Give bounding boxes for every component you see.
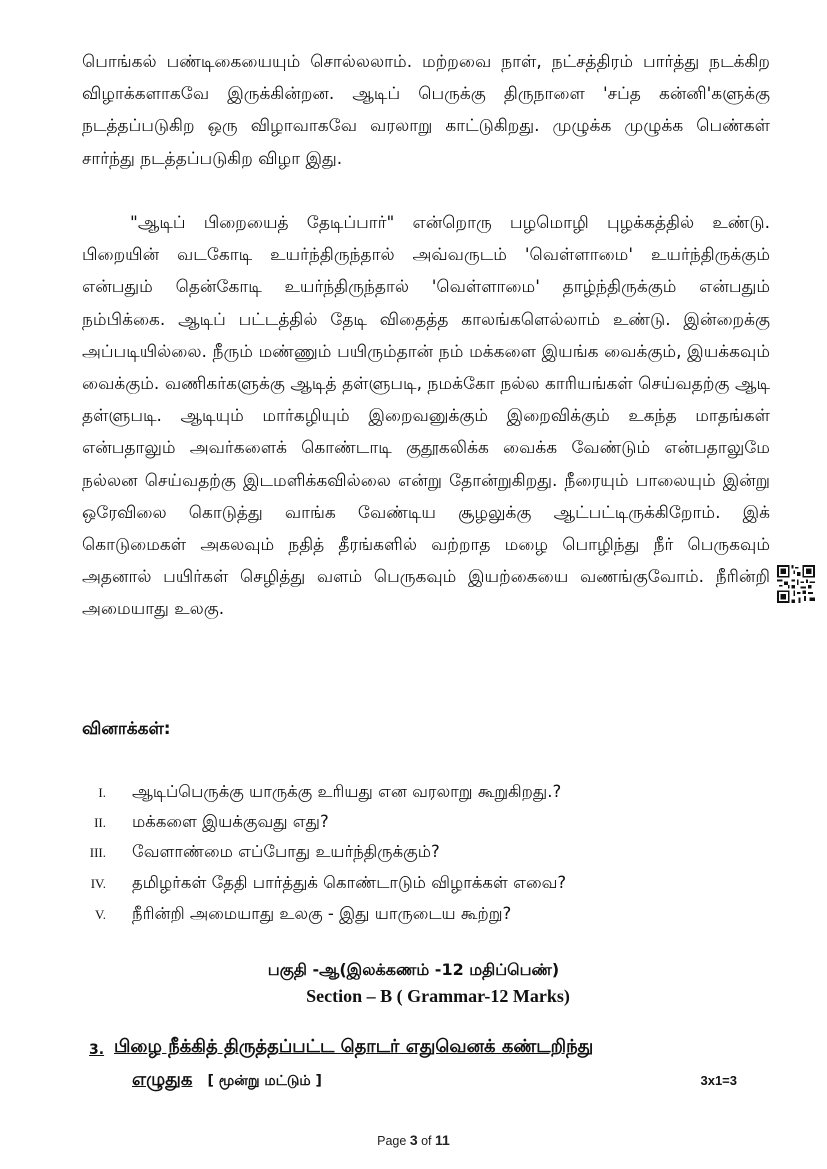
question-text: ஆடிப்பெருக்கு யாருக்கு உரியது என வரலாறு கூறுகிறது.? — [132, 782, 562, 801]
question-number: II. — [94, 815, 106, 830]
page-footer — [0, 1132, 827, 1148]
page-current: 3 — [409, 1132, 418, 1148]
question-3-marks: 3x1=3 — [700, 1073, 737, 1088]
question-number: I. — [98, 785, 106, 800]
page-of: of — [421, 1134, 432, 1148]
question-3-instruction: பிழை நீக்கித் திருத்தப்பட்ட தொடர் எதுவெனக் கண்டறிந்து — [114, 1036, 594, 1057]
page-total: 11 — [435, 1132, 450, 1148]
question-item — [0, 782, 760, 812]
questions-heading: வினாக்கள்: — [82, 719, 171, 739]
question-text: தமிழர்கள் தேதி பார்த்துக் கொண்டாடும் விழாக்கள் எவை? — [132, 873, 567, 892]
question-item — [0, 842, 760, 872]
question-number: IV. — [90, 876, 106, 891]
question-3-number: 3. — [89, 1042, 105, 1058]
page-label: Page — [377, 1134, 407, 1148]
question-text: மக்களை இயக்குவது எது? — [132, 812, 329, 831]
passage-paragraph-2: "ஆடிப் பிறையைத் தேடிப்பார்" என்றொரு பழமொழி புழக்கத்தில் உண்டு. பிறையின் வடகோடி உயர்ந்திருந்தால் அவ்வருடம் 'வெள்ளாமை' உயர்ந்திருக்கும் என்பதும் தென்கோடி உயர்ந்திருந்தால் 'வெள்ளாமை' தாழ்ந்திருக்கும் என்பதும் நம்பிக்கை. ஆடிப் பட்டத்தில் தேடி விதைத்த காலங்களெல்லாம் உண்டு. இன்றைக்கு அப்படியில்லை. நீரும் மண்ணும் பயிரும்தான் நம் மக்களை இயங்க வைக்கும், இயக்கவும் வைக்கும். வணிகர்களுக்கு ஆடித் தள்ளுபடி, நமக்கோ நல்ல காரியங்கள் செய்வதற்கு ஆடி தள்ளுபடி. ஆடியும் மார்கழியும் இறைவனுக்கும் இறைவிக்கும் உகந்த மாதங்கள் என்பதாலும் அவர்களைக் கொண்டாடி குதூகலிக்க வைக்க வேண்டும் என்பதாலுமே நல்லன செய்வதற்கு இடமளிக்கவில்லை என்று தோன்றுகிறது. நீரையும் பாலையும் இன்று ஒரேவிலை கொடுத்து வாங்க வேண்டிய சூழலுக்கு ஆட்பட்டிருக்கிறோம். இக் கொடுமைகள் அகலவும் நதித் தீரங்களில் வற்றாத மழை பொழிந்து நீர் பெருகவும் அதனால் பயிர்கள் செழித்து வளம் பெருகவும் இயற்கையை வணங்குவோம். நீரின்றி அமையாது உலகு. — [82, 213, 770, 620]
question-3-write: எழுதுக — [132, 1069, 193, 1090]
section-title-tamil: பகுதி -ஆ(இலக்கணம் -12 மதிப்பெண்) — [267, 960, 560, 979]
question-number: V. — [95, 907, 106, 922]
question-3-only-three: [ மூன்று மட்டும் ] — [207, 1073, 322, 1089]
question-item — [0, 873, 760, 903]
question-text: நீரின்றி அமையாது உலகு - இது யாருடைய கூற்று? — [132, 904, 512, 923]
qr-code-icon — [777, 565, 815, 603]
question-item — [0, 904, 760, 934]
question-text: வேளாண்மை எப்போது உயர்ந்திருக்கும்? — [132, 842, 440, 861]
question-3-instruction-line-2 — [132, 1069, 322, 1092]
section-title-english: Section – B ( Grammar-12 Marks) — [306, 986, 570, 1006]
passage-paragraph-1: பொங்கல் பண்டிகையையும் சொல்லலாம். மற்றவை நாள், நட்சத்திரம் பார்த்து நடக்கிற விழாக்களாகவே இருக்கின்றன. ஆடிப் பெருக்கு திருநாளை 'சப்த கன்னி'களுக்கு நடத்தப்படுகிற ஒரு விழாவாகவே வரலாறு காட்டுகிறது. முழுக்க முழுக்க பெண்கள் சார்ந்து நடத்தப்படுகிற விழா இது. — [82, 52, 770, 169]
question-number: III. — [89, 845, 106, 860]
question-item — [0, 812, 760, 842]
